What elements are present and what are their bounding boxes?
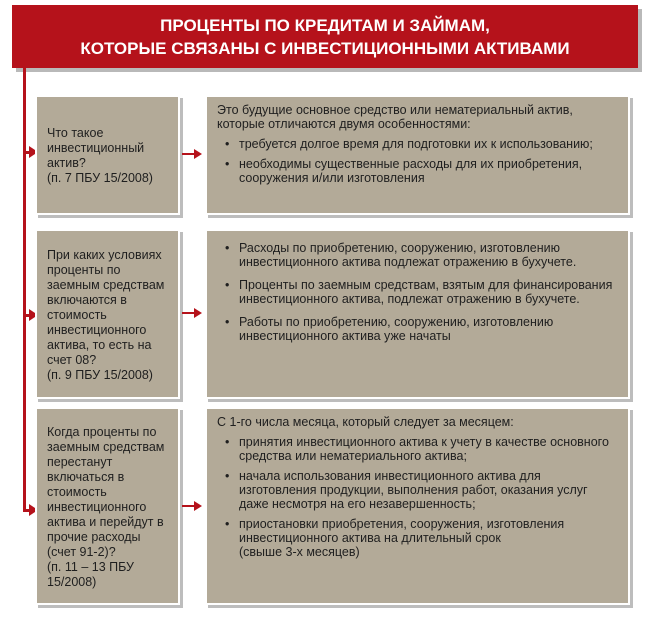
list-item: • Работы по приобретению, сооружению, изготовлению инвестиционного актива уже начаты [217, 315, 618, 343]
list-item: • Проценты по заемным средствам, взятым для финансирования инвестиционного актива, подлежат отражению в бухучете. [217, 278, 618, 306]
list-item: • принятия инвестиционного актива к учету в качестве основного средства или нематериального актива; [217, 435, 618, 463]
question-text: Что такое инвестиционный актив? (п. 7 ПБУ 15/2008) [47, 126, 153, 185]
list-item: • требуется долгое время для подготовки их к использованию; [217, 137, 618, 151]
answer-lead: С 1-го числа месяца, который следует за месяцем: [217, 415, 514, 429]
question-box-2 [35, 229, 180, 399]
list-item: • начала использования инвестиционного актива для изготовления продукции, выполнения работ, оказания услуг даже несмотря на его незавершенность; [217, 469, 618, 511]
answer-tail: (свыше 3-х месяцев) [239, 545, 360, 559]
connector-spine [23, 68, 26, 512]
answer-box-2 [205, 229, 630, 399]
question-text: Когда проценты по заемным средствам перестанут включаться в стоимость инвестиционного актива и перейдут в прочие расходы (счет 91-2)? (п. 11 – 13 ПБУ 15/2008) [47, 424, 165, 589]
answer-list [217, 241, 618, 343]
title-line-2: КОТОРЫЕ СВЯЗАНЫ С ИНВЕСТИЦИОННЫМИ АКТИВАМИ [80, 38, 570, 58]
question-box-1 [35, 95, 180, 215]
diagram-title [12, 5, 638, 68]
arrowhead-icon [194, 501, 202, 511]
arrowhead-icon [194, 149, 202, 159]
answer-box-1 [205, 95, 630, 215]
answer-list [217, 435, 618, 545]
list-item: • Расходы по приобретению, сооружению, изготовлению инвестиционного актива подлежат отражению в бухучете. [217, 241, 618, 269]
answer-lead: Это будущие основное средство или нематериальный актив, которые отличаются двумя особенностями: [217, 103, 573, 131]
question-box-3 [35, 407, 180, 605]
arrowhead-icon [194, 308, 202, 318]
list-item: • приостановки приобретения, сооружения, изготовления инвестиционного актива на длительный срок [217, 517, 618, 545]
question-text: При каких условиях проценты по заемным средствам включаются в стоимость инвестиционного актива, то есть на счет 08? (п. 9 ПБУ 15/2008) [47, 247, 165, 382]
answer-box-3 [205, 407, 630, 605]
list-item: • необходимы существенные расходы для их приобретения, сооружения и/или изготовления [217, 157, 618, 185]
answer-list [217, 137, 618, 185]
title-line-1: ПРОЦЕНТЫ ПО КРЕДИТАМ И ЗАЙМАМ, [160, 15, 490, 35]
